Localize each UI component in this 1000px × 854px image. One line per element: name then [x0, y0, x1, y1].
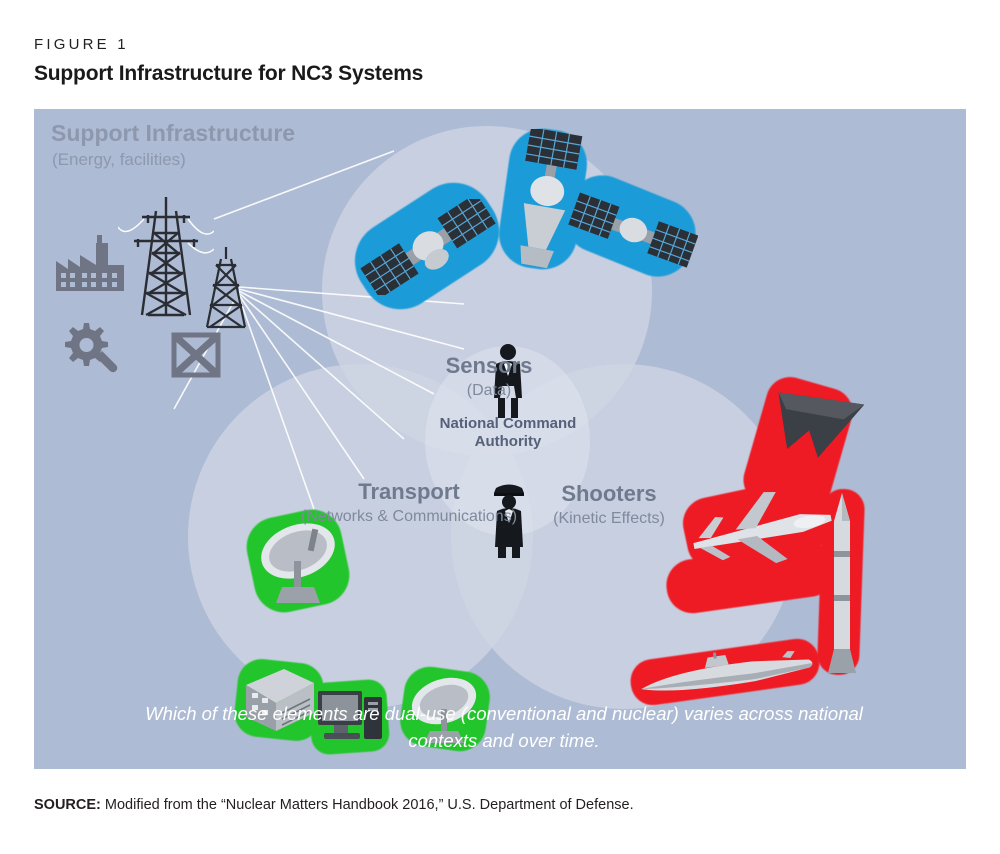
page-title: Support Infrastructure for NC3 Systems [34, 62, 424, 85]
source-prefix: SOURCE: [34, 797, 101, 813]
figure-caption: Which of these elements are dual-use (conventional and nuclear) varies across national contexts and over time. [145, 703, 863, 751]
comms-tower-icon [200, 245, 252, 331]
support-infrastructure-subtitle: (Energy, facilities) [52, 150, 186, 169]
source-note [34, 797, 634, 813]
support-infrastructure-title: Support Infrastructure [51, 120, 296, 146]
node-label-transport-sub: (Networks & Communications) [300, 508, 518, 525]
node-label-shooters-title: Shooters [561, 481, 657, 506]
submarine-icon [634, 651, 820, 697]
gear-wrench-icon [62, 317, 124, 373]
satellite-icon-1 [356, 199, 504, 295]
sensors-artwork [344, 129, 684, 349]
node-label-shooters-sub: (Kinetic Effects) [553, 510, 665, 527]
shooters-artwork [624, 371, 954, 701]
center-label-national-command-authority: National Command Authority [439, 415, 577, 451]
node-label-sensors-title: Sensors [445, 353, 533, 378]
node-label-transport-title: Transport [358, 479, 460, 504]
node-label-sensors [364, 353, 614, 400]
figure-panel [34, 109, 966, 769]
source-text: Modified from the “Nuclear Matters Handbook 2016,” U.S. Department of Defense. [104, 797, 634, 813]
node-label-shooters [484, 481, 734, 528]
node-label-sensors-sub: (Data) [466, 382, 512, 399]
satellite-dish-icon-1 [254, 515, 346, 609]
satellite-icon-3 [568, 185, 698, 277]
missile-icon [820, 491, 864, 679]
support-infrastructure-icons [52, 189, 272, 369]
figure-label: FIGURE 1 [34, 36, 129, 53]
